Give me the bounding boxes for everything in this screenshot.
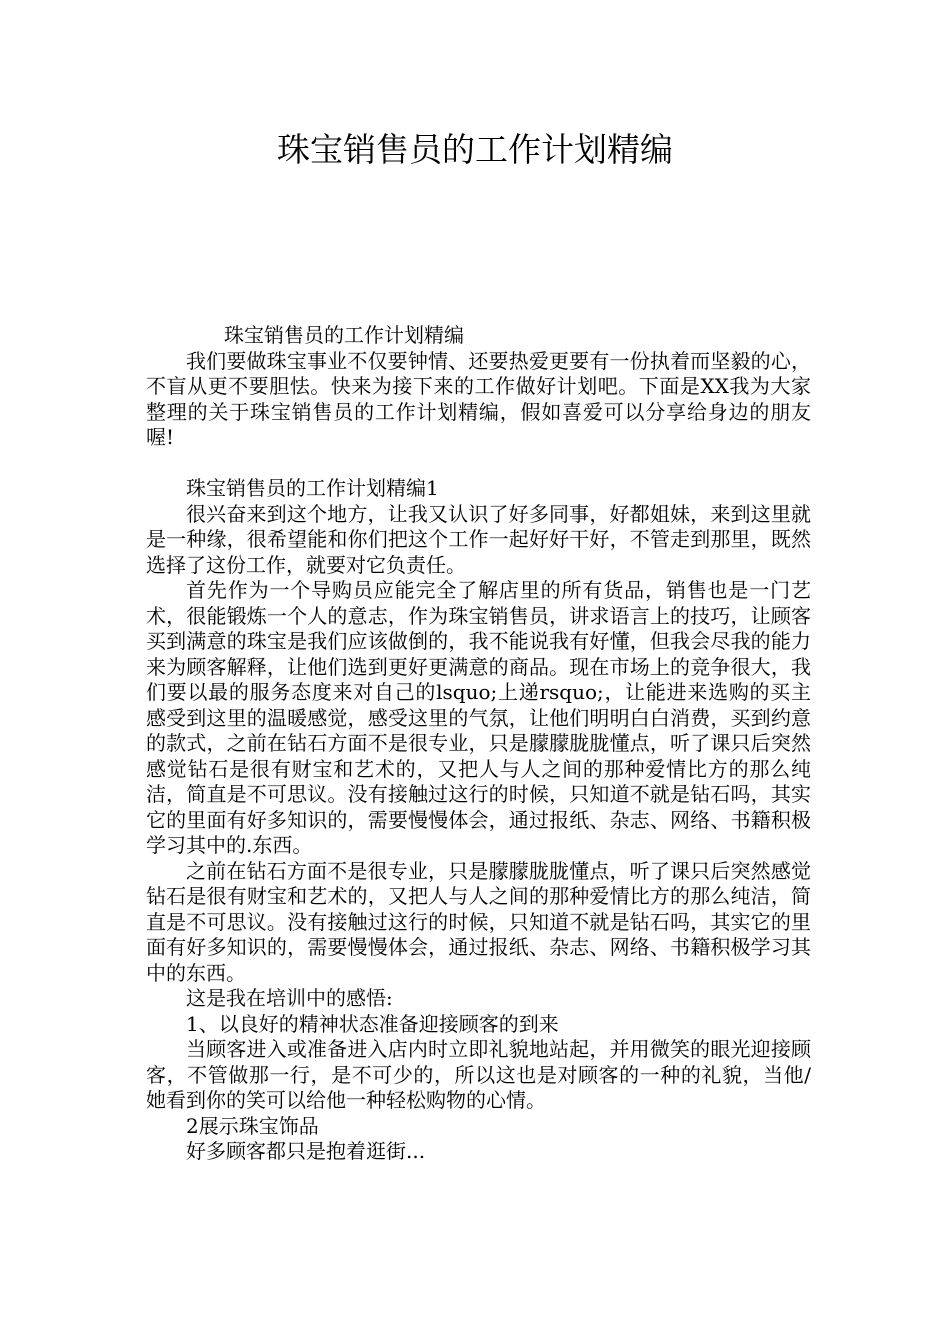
body-paragraph: 首先作为一个导购员应能完全了解店里的所有货品，销售也是一门艺术，很能锻炼一个人的意志，作为珠宝销售员，讲求语言上的技巧，让顾客买到满意的珠宝是我们应该做倒的，我不能说我有好懂，但我会尽我的能力来为顾客解释，让他们选到更好更满意的商品。现在市场上的竞争很大，我们要以最的服务态度来对自己的lsquo;上递rsquo;，让能进来选购的买主感受到这里的温暖感觉，感受这里的气氛，让他们明明白白消费，买到约意的款式，之前在钻石方面不是很专业，只是朦朦胧胧懂点，听了课只后突然感觉钻石是很有财宝和艺术的，又把人与人之间的那种爱情比方的那么纯洁，简直是不可思议。没有接触过这行的时候，只知道不就是钻石吗，其实它的里面有好多知识的，需要慢慢体会，通过报纸、杂志、网络、书籍积极学习其中的.东西。 bbox=[146, 578, 811, 857]
document-body bbox=[146, 323, 811, 1165]
body-paragraph: 好多顾客都只是抱着逛街... bbox=[186, 1139, 426, 1163]
list-heading: 1、以良好的精神状态准备迎接顾客的到来 bbox=[186, 1011, 559, 1036]
intro-paragraph: 我们要做珠宝事业不仅要钟情、还要热爱更要有一份执着而坚毅的心，不盲从更不要胆怯。快来为接下来的工作做好计划吧。下面是XX我为大家整理的关于珠宝销售员的工作计划精编，假如喜爱可以分享给身边的朋友喔! bbox=[146, 348, 811, 449]
section-heading: 珠宝销售员的工作计划精编1 bbox=[186, 476, 439, 500]
body-paragraph: 很兴奋来到这个地方，让我又认识了好多同事，好都姐妹，来到这里就是一种缘，很希望能和你们把这个工作一起好好干好，不管走到那里，既然选择了这份工作，就要对它负责任。 bbox=[146, 501, 811, 577]
paragraph-gap bbox=[146, 451, 811, 477]
document-title: 珠宝销售员的工作计划精编 bbox=[277, 130, 673, 169]
body-paragraph: 这是我在培训中的感悟: bbox=[186, 986, 393, 1010]
document-subtitle: 珠宝销售员的工作计划精编 bbox=[224, 323, 464, 347]
body-paragraph: 之前在钻石方面不是很专业，只是朦朦胧胧懂点，听了课只后突然感觉钻石是很有财宝和艺术的，又把人与人之间的那种爱情比方的那么纯洁，简直是不可思议。没有接触过这行的时候，只知道不就是钻石吗，其实它的里面有好多知识的，需要慢慢体会，通过报纸、杂志、网络、书籍积极学习其中的东西。 bbox=[146, 858, 811, 985]
body-paragraph: 当顾客进入或准备进入店内时立即礼貌地站起，并用微笑的眼光迎接顾客，不管做那一行，是不可少的，所以这也是对顾客的一种的礼貌，当他/她看到你的笑可以给他一种轻松购物的心情。 bbox=[146, 1037, 811, 1112]
list-heading: 2展示珠宝饰品 bbox=[186, 1113, 319, 1138]
